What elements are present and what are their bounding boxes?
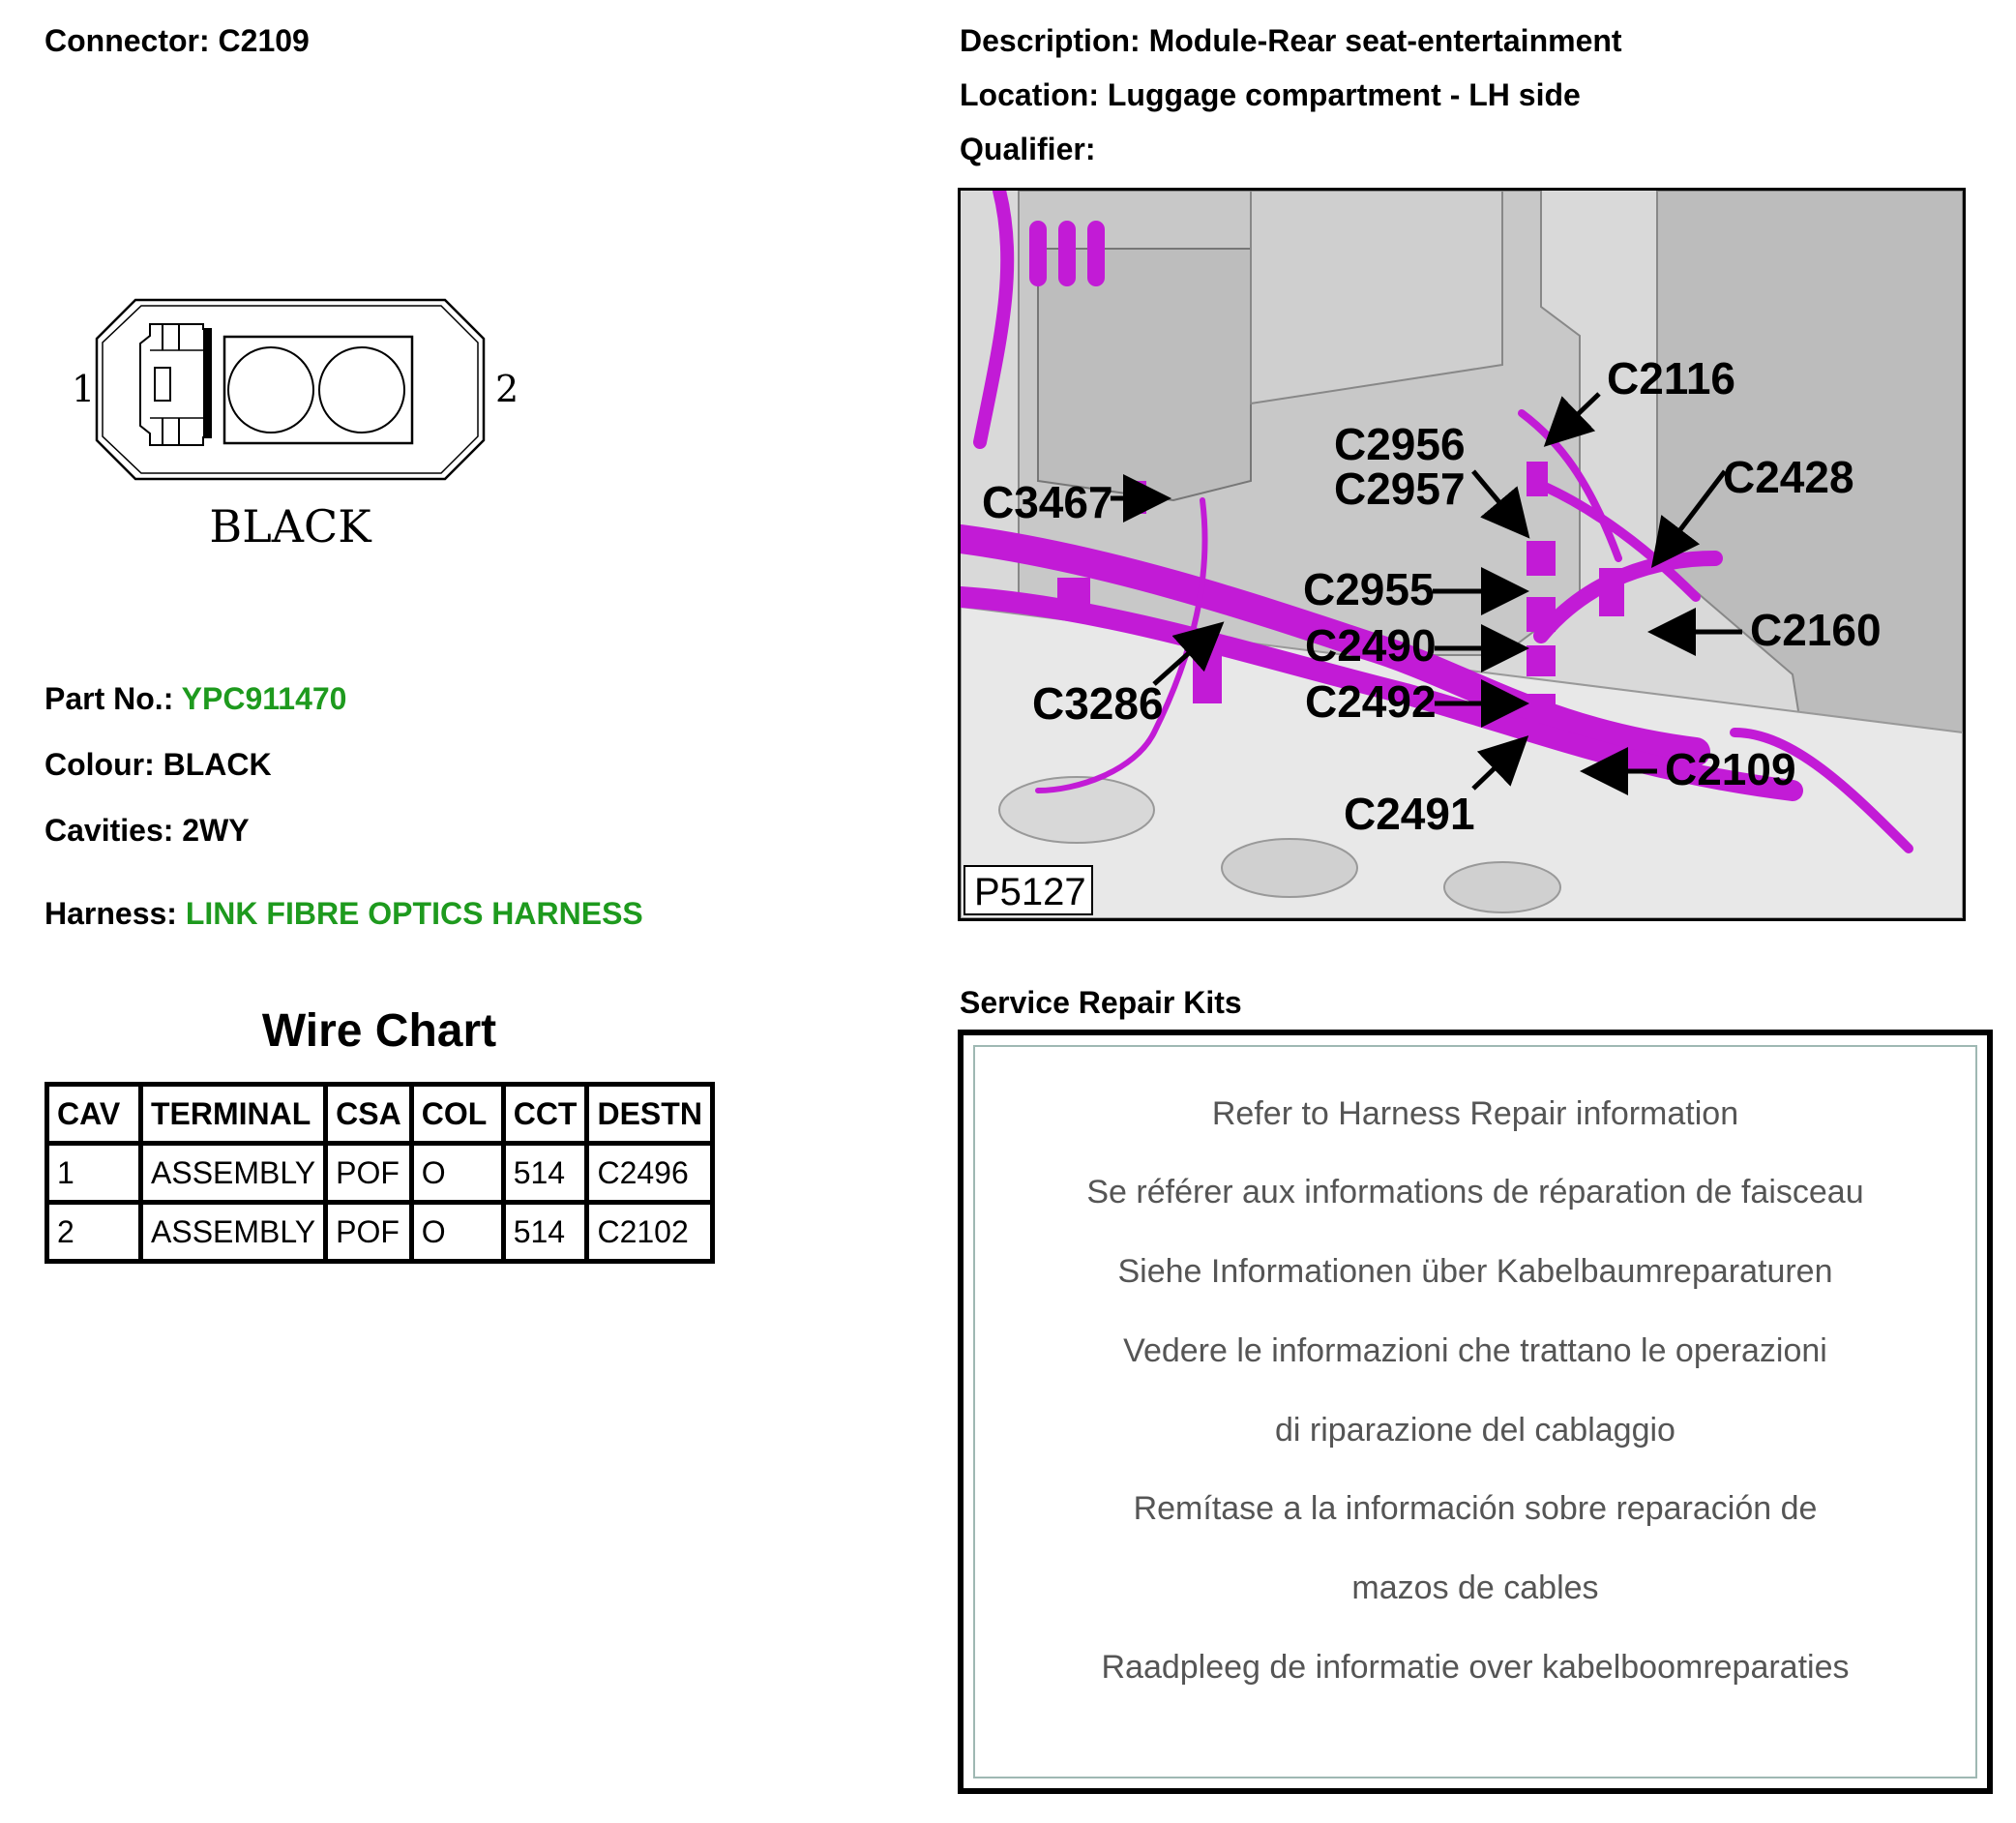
connector-face-diagram (58, 290, 542, 561)
callout-c2955: C2955 (1303, 564, 1435, 614)
callout-c2428: C2428 (1723, 452, 1854, 502)
cell-destn[interactable]: C2102 (587, 1203, 712, 1262)
harness-row (44, 896, 643, 932)
location-label: Location: (960, 77, 1099, 112)
module-bracket (1038, 249, 1251, 500)
kit-line-fr: Se référer aux informations de réparation de faisceau (1086, 1174, 1864, 1210)
service-repair-kits-box (958, 1030, 1993, 1794)
description-label: Description: (960, 23, 1141, 58)
location-illustration (961, 191, 1963, 918)
pin-2-label: 2 (495, 368, 519, 410)
location-image (958, 188, 1966, 921)
col-cav: CAV (47, 1085, 141, 1144)
cell-csa: POF (326, 1203, 412, 1262)
callout-c2491: C2491 (1344, 789, 1475, 839)
cell-cav: 1 (47, 1144, 141, 1203)
col-cct: CCT (503, 1085, 587, 1144)
callout-c2116: C2116 (1607, 353, 1736, 403)
cell-cct: 514 (503, 1144, 587, 1203)
cell-col: O (411, 1203, 503, 1262)
colour-label: Colour: (44, 747, 155, 782)
wire-chart-header-row (47, 1085, 713, 1144)
cell-terminal: ASSEMBLY (141, 1144, 326, 1203)
cavities-row (44, 813, 250, 849)
wire-chart-table (44, 1082, 715, 1264)
connector-face-svg (58, 290, 542, 561)
col-csa: CSA (326, 1085, 412, 1144)
callout-c2492: C2492 (1305, 676, 1437, 727)
part-no-row (44, 681, 346, 717)
part-no-link[interactable]: YPC911470 (181, 681, 347, 716)
cavities-label: Cavities: (44, 813, 174, 848)
service-repair-kits-title: Service Repair Kits (960, 985, 1242, 1020)
kit-line-nl: Raadpleeg de informatie over kabelboomreparaties (1101, 1649, 1850, 1686)
kit-line-es-1: Remítase a la información sobre reparación de (1133, 1490, 1818, 1527)
cavity-1 (228, 347, 313, 433)
colour-value: BLACK (163, 747, 272, 782)
connector-housing-inner (103, 306, 478, 473)
pin-1-label: 1 (72, 368, 96, 410)
callout-c3286: C3286 (1032, 678, 1164, 729)
harness-label: Harness: (44, 896, 177, 931)
connector-latch (140, 324, 211, 445)
cavities-value: 2WY (182, 813, 250, 848)
location-heading (960, 77, 1581, 113)
harness-link[interactable]: LINK FIBRE OPTICS HARNESS (185, 896, 643, 931)
callout-c2160: C2160 (1750, 605, 1882, 655)
callout-c2957: C2957 (1334, 463, 1466, 514)
connector-colour-caption: BLACK (209, 500, 371, 553)
table-row (47, 1203, 713, 1262)
callout-c3467: C3467 (982, 477, 1113, 527)
cell-terminal: ASSEMBLY (141, 1203, 326, 1262)
location-value: Luggage compartment - LH side (1107, 77, 1581, 112)
connector-heading (44, 23, 310, 59)
callout-c2956: C2956 (1334, 419, 1466, 469)
kit-line-de: Siehe Informationen über Kabelbaumreparaturen (1117, 1253, 1833, 1290)
service-repair-kits-inner (973, 1045, 1977, 1778)
part-no-label: Part No.: (44, 681, 174, 716)
cell-csa: POF (326, 1144, 412, 1203)
connector-value: C2109 (218, 23, 310, 58)
kit-line-it-2: di riparazione del cablaggio (1275, 1412, 1675, 1449)
picture-ref-label: P5127 (974, 871, 1086, 913)
col-terminal: TERMINAL (141, 1085, 326, 1144)
col-destn: DESTN (587, 1085, 712, 1144)
qualifier-heading (960, 132, 1095, 167)
description-heading (960, 23, 1622, 59)
callout-c2490: C2490 (1305, 620, 1437, 671)
col-col: COL (411, 1085, 503, 1144)
cavity-2 (319, 347, 404, 433)
cell-col: O (411, 1144, 503, 1203)
description-value: Module-Rear seat-entertainment (1148, 23, 1622, 58)
qualifier-label: Qualifier: (960, 132, 1096, 166)
wire-chart-title: Wire Chart (261, 1005, 497, 1057)
cell-cct: 514 (503, 1203, 587, 1262)
connector-label: Connector: (44, 23, 210, 58)
cell-destn[interactable]: C2496 (587, 1144, 712, 1203)
latch-bar (203, 329, 211, 437)
kit-line-it-1: Vedere le informazioni che trattano le operazioni (1123, 1332, 1827, 1369)
callout-c2109: C2109 (1665, 744, 1796, 794)
cell-cav: 2 (47, 1203, 141, 1262)
kit-line-es-2: mazos de cables (1351, 1569, 1599, 1606)
latch-slot (155, 368, 170, 401)
colour-row (44, 747, 272, 783)
kit-line-en: Refer to Harness Repair information (1211, 1095, 1739, 1132)
table-row (47, 1144, 713, 1203)
